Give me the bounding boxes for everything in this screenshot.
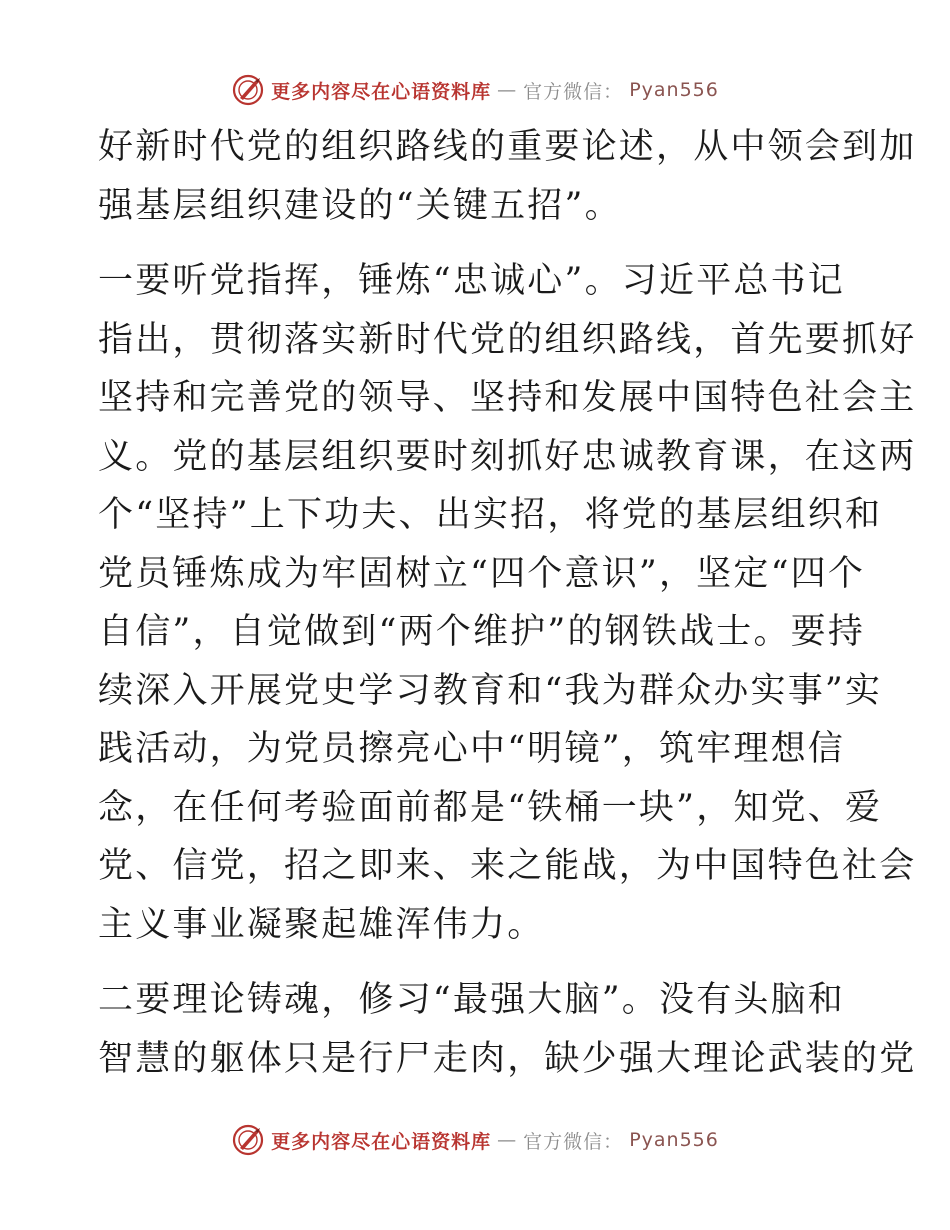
text-line: 主义事业凝聚起雄浑伟力。: [98, 904, 545, 945]
banner-wechat-id: Pyan556: [629, 79, 719, 101]
text-line: 义。党的基层组织要时刻抓好忠诚教育课，在这两: [98, 436, 917, 477]
paragraph-intro: [98, 118, 917, 235]
text-line: 续深入开展党史学习教育和“我为群众办实事”实: [98, 670, 883, 711]
text-line: 念，在任何考验面前都是“铁桶一块”，知党、爱: [98, 787, 883, 828]
text-line: 践活动，为党员擦亮心中“明镜”，筑牢理想信: [98, 729, 845, 769]
header-watermark-banner: [0, 70, 950, 110]
banner-title: 更多内容尽在心语资料库: [271, 1130, 492, 1153]
text-line: 强基层组织建设的“关键五招”。: [98, 185, 622, 226]
banner-dash: —: [497, 79, 518, 101]
text-line: 党员锤炼成为牢固树立“四个意识”，坚定“四个: [98, 553, 866, 594]
quill-logo-icon: [231, 1123, 265, 1157]
text-line: 好新时代党的组织路线的重要论述，从中领会到加: [98, 127, 917, 167]
text-line: 坚持和完善党的领导、坚持和发展中国特色社会主: [98, 378, 917, 418]
paragraph-point-one: [98, 252, 917, 954]
banner-wechat-label: 官方微信：: [523, 1130, 624, 1153]
text-line: 智慧的躯体只是行尸走肉，缺少强大理论武装的党: [98, 1038, 917, 1079]
text-line: 二要理论铸魂，修习“最强大脑”。没有头脑和: [98, 980, 845, 1020]
banner-wechat-label: 官方微信：: [523, 80, 624, 103]
text-line: 自信”，自觉做到“两个维护”的钢铁战士。要持: [98, 612, 866, 652]
paragraph-point-two: [98, 971, 917, 1088]
text-line: 一要听党指挥，锤炼“忠诚心”。习近平总书记: [98, 261, 845, 301]
text-line: 党、信党，招之即来、来之能战，为中国特色社会: [98, 846, 917, 886]
banner-title: 更多内容尽在心语资料库: [271, 80, 492, 103]
banner-wechat-id: Pyan556: [629, 1129, 719, 1151]
document-body: [98, 118, 917, 1088]
text-line: 个“坚持”上下功夫、出实招，将党的基层组织和: [98, 495, 883, 535]
text-line: 指出，贯彻落实新时代党的组织路线，首先要抓好: [98, 319, 917, 360]
footer-watermark-banner: [0, 1120, 950, 1160]
quill-logo-icon: [231, 73, 265, 107]
banner-dash: —: [497, 1129, 518, 1151]
